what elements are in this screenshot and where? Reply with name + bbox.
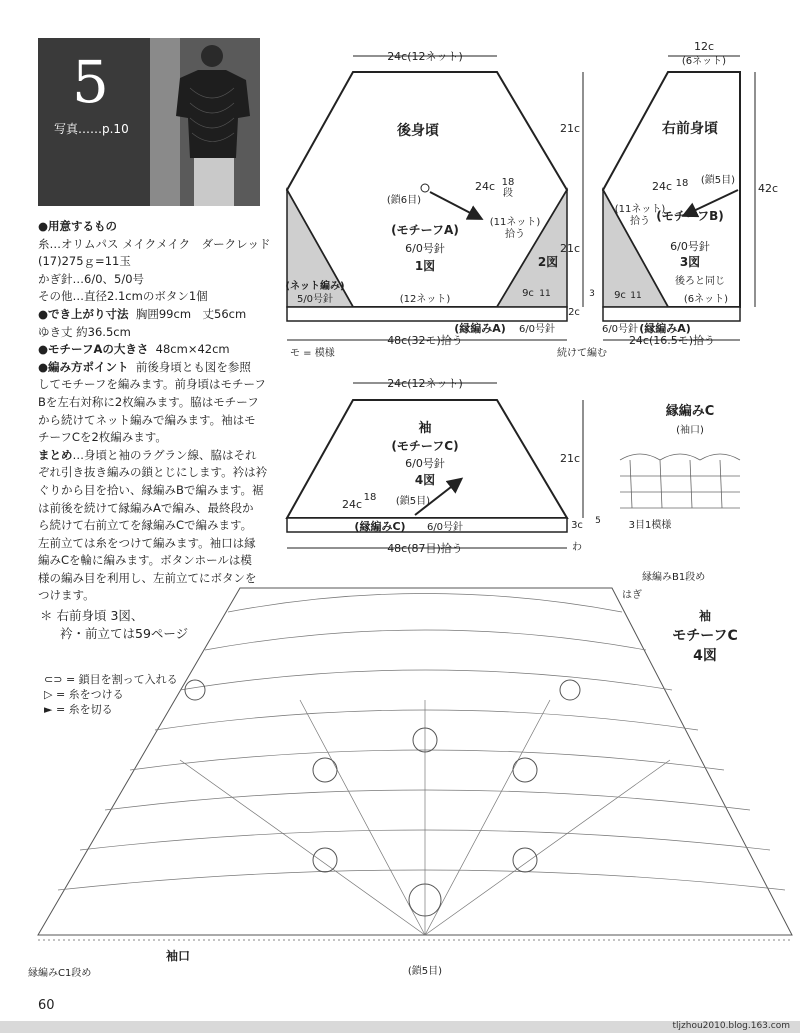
materials-heading: ●用意するもの xyxy=(38,219,118,233)
other-line: その他…直径2.1cmのボタン1個 xyxy=(38,289,208,304)
motif-size: 48cm×42cm xyxy=(155,342,230,357)
back-bottom-net: (12ネット) xyxy=(399,294,451,305)
back-title: 後身頃 xyxy=(397,123,439,139)
sleeve-height: 21c xyxy=(559,452,580,465)
back-border-rows: 3 xyxy=(589,289,595,299)
front-side-width: 24c xyxy=(651,180,673,193)
back-border-2c: 2c xyxy=(568,307,580,318)
back-bodice-schematic xyxy=(285,50,594,359)
sleeve-fig: 4図 xyxy=(414,473,436,487)
points-heading: ●編み方ポイント xyxy=(38,359,129,374)
main-chart-start: (鎖5目) xyxy=(407,966,443,977)
border-c-title: 縁編みC xyxy=(665,404,715,419)
summary-heading: まとめ xyxy=(38,447,73,462)
front-side-rows: 18 xyxy=(675,178,689,189)
front-net-pick: (11ネット) xyxy=(614,204,666,215)
back-height-upper: 21c xyxy=(559,122,580,135)
sleeve-motif: (モチーフC) xyxy=(391,439,459,453)
front-title: 右前身頃 xyxy=(662,121,718,137)
sleeve-border-c-hook: 6/0号針 xyxy=(426,522,464,533)
join-yarn-icon: ▷ xyxy=(44,688,53,701)
back-side-rows-unit: 段 xyxy=(503,188,513,199)
front-bottom-width: 24c(16.5モ)拾う xyxy=(628,334,716,347)
front-height: 42c xyxy=(757,182,779,195)
border-c-chart xyxy=(620,403,740,531)
border-c-sub: (袖口) xyxy=(676,425,704,436)
front-same: 後ろと同じ xyxy=(675,276,725,287)
sleeve-border-c: (縁編みC) xyxy=(354,520,406,533)
back-border-a: (縁編みA) xyxy=(454,322,506,335)
hook-line: かぎ針…6/0、5/0号 xyxy=(38,271,145,286)
front-side-9c: 9c xyxy=(614,290,626,301)
points-text: 前後身頃とも図を参照 xyxy=(135,359,251,374)
back-motif: (モチーフA) xyxy=(391,223,459,237)
main-chart-motif: モチーフC xyxy=(672,628,738,644)
sleeve-title: 袖 xyxy=(418,421,432,436)
back-side-rows: 18 xyxy=(501,177,515,188)
back-pick: 拾う xyxy=(505,229,525,240)
main-chart-fig: 4図 xyxy=(693,648,717,664)
cut-yarn-icon: ► xyxy=(44,703,53,716)
border-c-repeat: 3目1模様 xyxy=(628,520,672,531)
main-chart-cuff: 袖口 xyxy=(165,949,191,963)
sleeve-top-width: 24c(12ネット) xyxy=(387,377,463,390)
front-side-9c-rows: 11 xyxy=(630,291,642,301)
yarn-amount: (17)275ｇ=11玉 xyxy=(38,254,131,269)
front-start: (鎖5目) xyxy=(700,175,736,186)
back-border-a-hook: 6/0号針 xyxy=(518,324,556,335)
front-motif: (モチーフB) xyxy=(656,209,724,223)
sleeve-border-rows: 5 xyxy=(595,516,601,526)
page-number: 60 xyxy=(38,998,55,1013)
back-bottom-width: 48c(32モ)拾う xyxy=(387,334,463,347)
points-text: から続けてネット編みで編みます。袖はモ xyxy=(38,412,256,427)
summary-text: ぞれ引き抜き編みの鎖とじにします。衿は衿 xyxy=(38,465,268,480)
sleeve-schematic xyxy=(287,377,601,555)
back-side-width: 24c xyxy=(474,180,496,193)
summary-text: は前後を続けて縁編みAで編み、最終段か xyxy=(38,500,254,515)
back-top-width: 24c(12ネット) xyxy=(387,50,463,63)
points-text: Bを左右対称に2枚編みます。脇はモチーフ xyxy=(38,394,259,409)
points-text: してモチーフを編みます。前身頃はモチーフ xyxy=(38,377,266,392)
summary-text: つけます。 xyxy=(38,588,95,603)
back-net-label: (ネット編み) xyxy=(285,281,345,292)
main-chart-title: 袖 xyxy=(698,609,712,623)
photo-reference: 写真……p.10 xyxy=(54,122,129,136)
sleeve-start: (鎖5目) xyxy=(395,496,431,507)
back-side-9c: 9c xyxy=(522,288,534,299)
back-net-hook: 5/0号針 xyxy=(296,294,334,305)
finished-heading: ●でき上がり寸法 xyxy=(38,306,129,321)
sleeve-wa: わ xyxy=(572,542,582,553)
pattern-number: 5 xyxy=(72,48,109,116)
label-b1: 縁編みB1段め xyxy=(642,572,706,583)
front-pick: 拾う xyxy=(630,216,650,227)
site-watermark: tljzhou2010.blog.163.com xyxy=(672,1021,790,1031)
summary-text: …身頃と袖のラグラン線、脇はそれ xyxy=(72,447,257,462)
front-continue: 続けて編む xyxy=(557,348,607,359)
legend-item: = 糸をつける xyxy=(55,688,124,701)
back-fig2: 2図 xyxy=(537,255,559,269)
front-top-width: 12c xyxy=(693,40,715,53)
points-text: チーフCを2枚編みます。 xyxy=(38,430,167,445)
note-line: ＊ 右前身頃 3図、 xyxy=(40,608,144,623)
motif-size-heading: ●モチーフAの大きさ xyxy=(38,342,149,357)
sleeve-bottom-width: 48c(87目)拾う xyxy=(387,542,463,555)
finished-size: 胸囲99cm 丈56cm xyxy=(135,306,247,321)
legend-item: = 糸を切る xyxy=(55,703,113,716)
summary-text: ら続けて右前立てを縁編みCで編みます。 xyxy=(38,518,253,533)
sleeve-hook: 6/0号針 xyxy=(405,457,445,470)
back-mo-note: モ = 模様 xyxy=(290,348,335,359)
legend-item: = 鎖目を割って入れる xyxy=(65,673,178,686)
summary-text: ぐりから目を拾い、縁編みBで編みます。裾 xyxy=(38,482,264,497)
back-hook: 6/0号針 xyxy=(405,242,445,255)
summary-text: 様の編み目を利用し、左前立てにボタンを xyxy=(38,570,257,585)
note-line: 衿・前立ては59ページ xyxy=(60,626,189,641)
front-border-a-hook: 6/0号針 xyxy=(601,324,639,335)
back-start: (鎖6目) xyxy=(386,195,422,206)
back-fig: 1図 xyxy=(414,259,436,273)
summary-text: 編みCを輪に編みます。ボタンホールは模 xyxy=(38,553,252,568)
front-top-net: (6ネット) xyxy=(681,56,727,67)
right-front-schematic xyxy=(557,40,778,359)
front-fig: 3図 xyxy=(679,255,701,269)
label-c1: 縁編みC1段め xyxy=(28,968,92,979)
label-hagi: はぎ xyxy=(622,590,642,601)
back-net-pick: (11ネット) xyxy=(489,217,541,228)
front-bottom-net: (6ネット) xyxy=(683,294,729,305)
sleeve-length: ゆき丈 約36.5cm xyxy=(38,324,131,339)
yarn-line: 糸…オリムパス メイクメイク ダークレッド xyxy=(38,236,271,251)
summary-text: 左前立ては糸をつけて編みます。袖口は縁 xyxy=(38,535,256,550)
sleeve-side-width: 24c xyxy=(341,498,363,511)
back-side-9c-rows: 11 xyxy=(539,289,551,299)
split-chain-icon: ⊂⊃ xyxy=(44,673,63,686)
sleeve-border-3c: 3c xyxy=(571,520,583,531)
sleeve-motif-c-chart xyxy=(28,570,792,979)
front-hook: 6/0号針 xyxy=(670,240,710,253)
sleeve-side-rows: 18 xyxy=(363,492,377,503)
front-border-a: (縁編みA) xyxy=(639,322,691,335)
back-height-lower: 21c xyxy=(559,242,580,255)
